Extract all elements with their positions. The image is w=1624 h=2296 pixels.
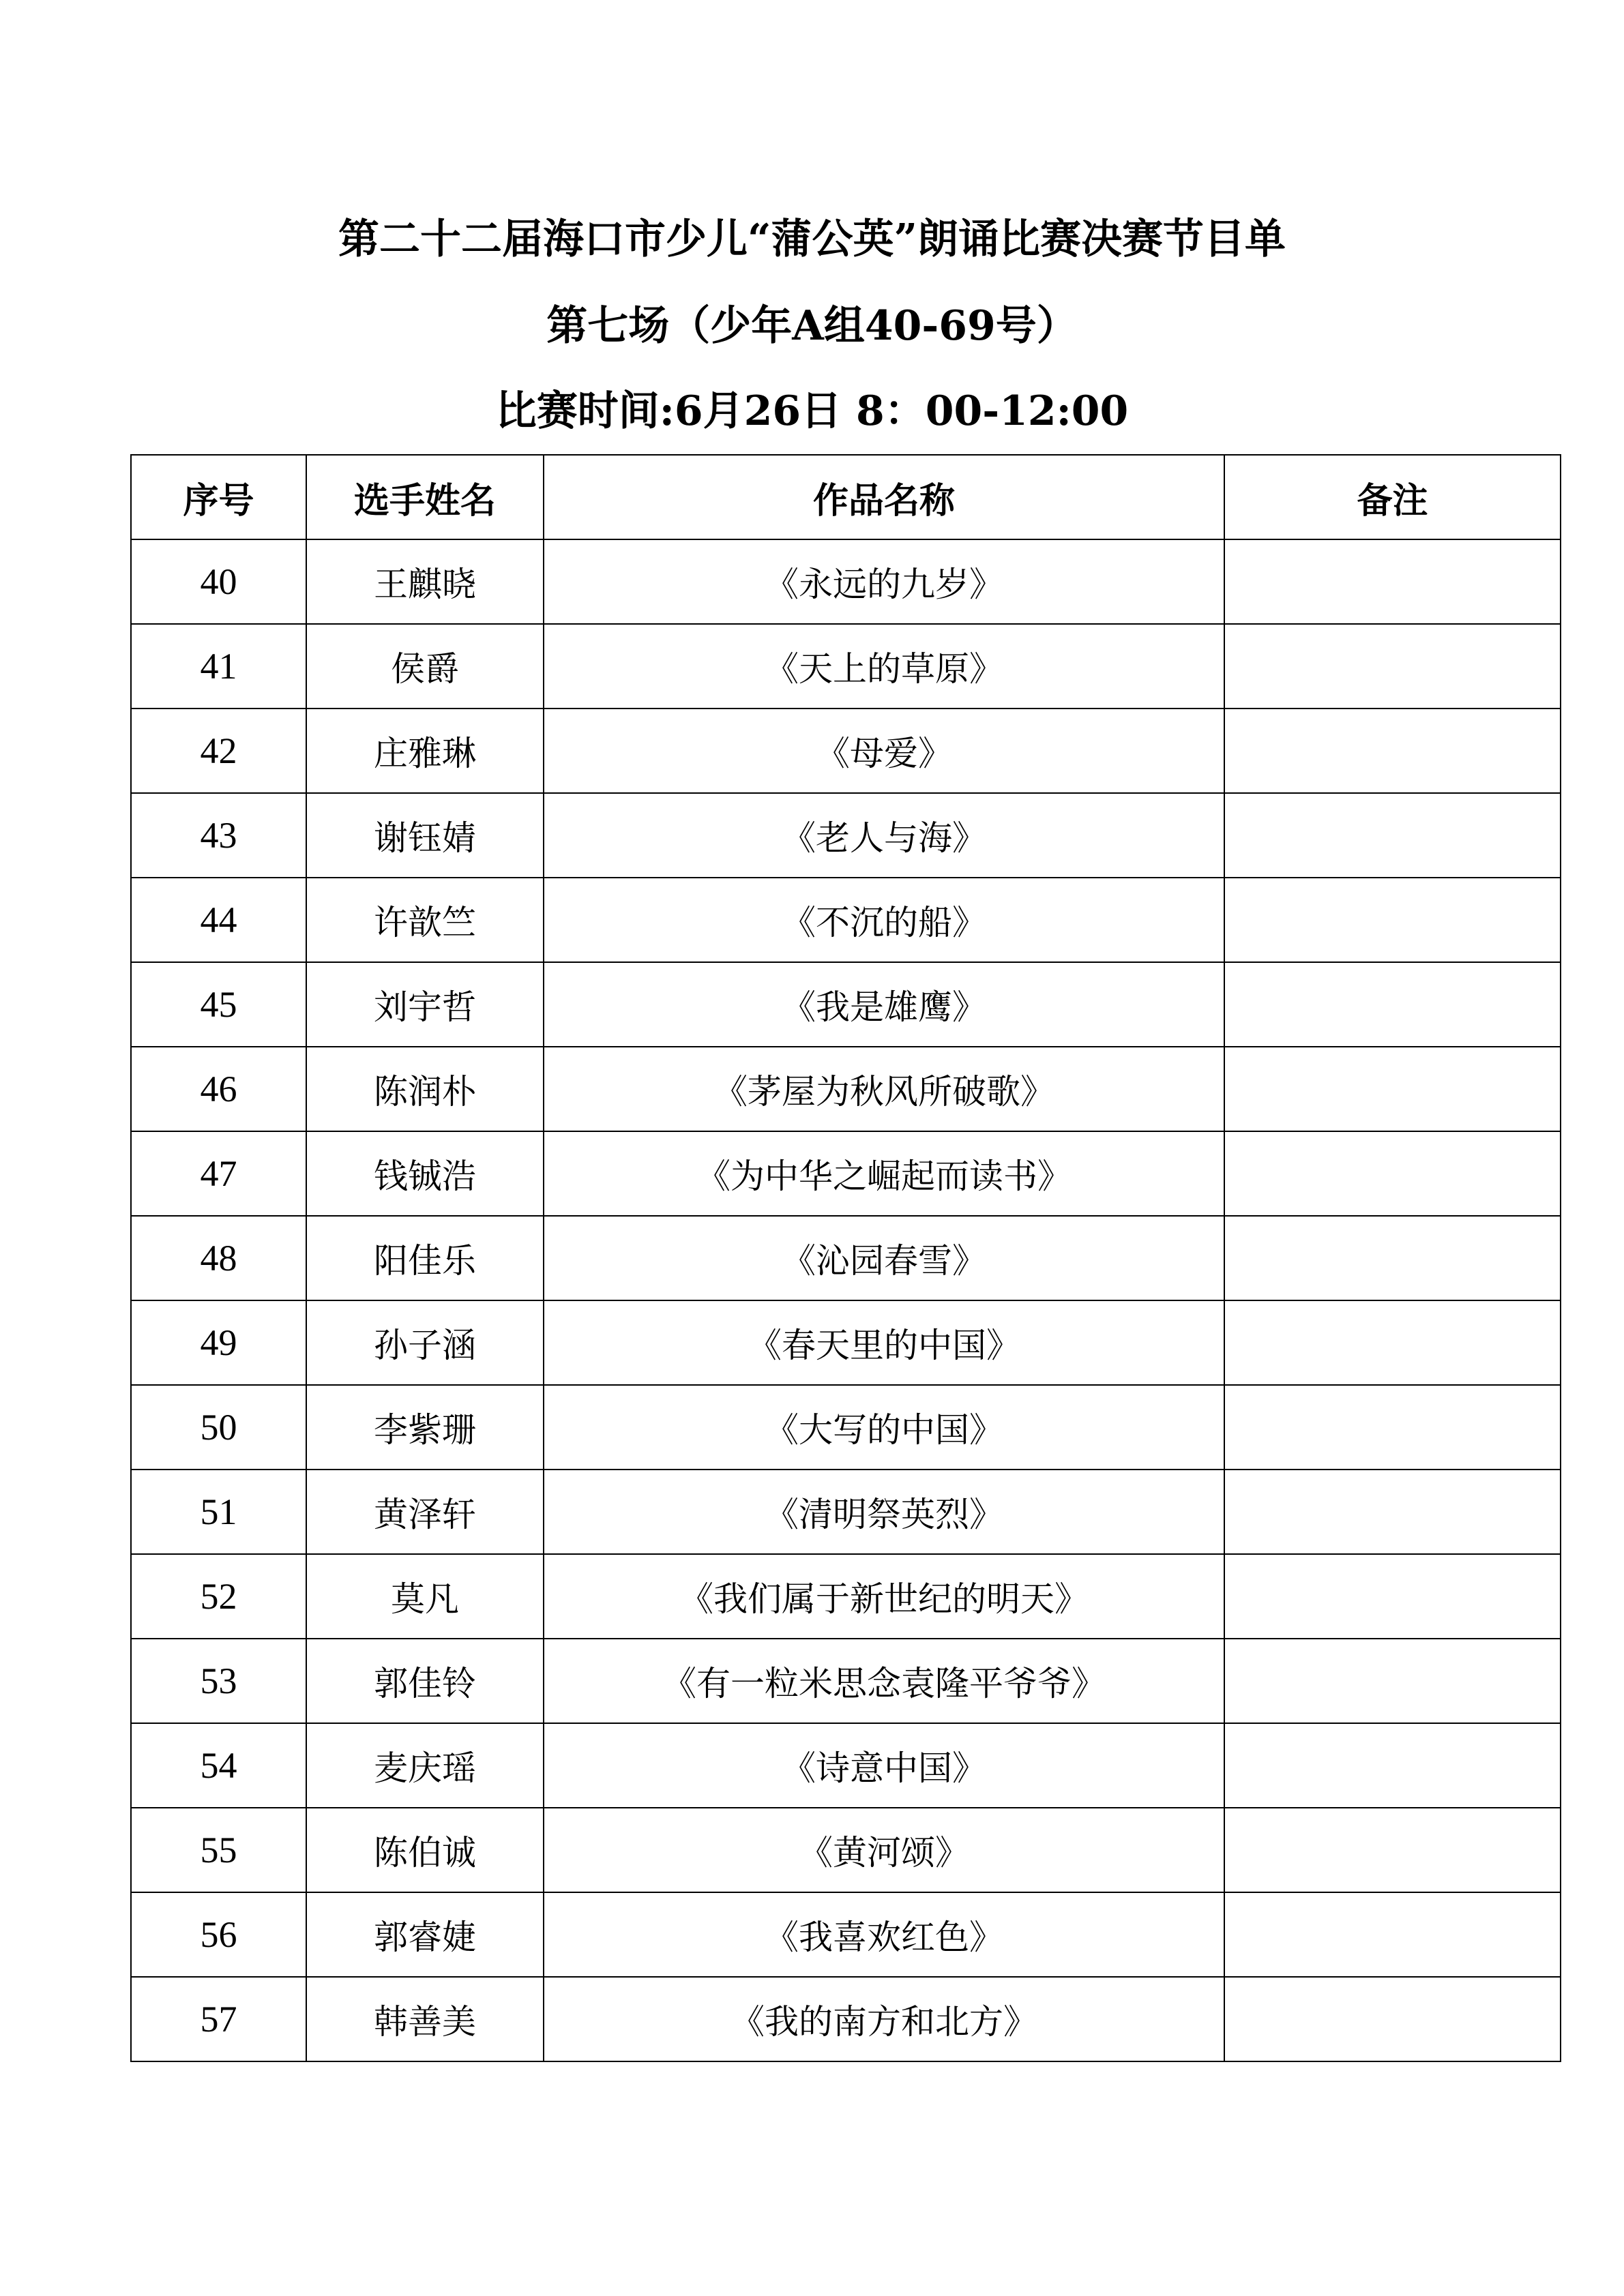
table-row [131, 1385, 1561, 1470]
cell-number: 51 [131, 1470, 306, 1554]
cell-number: 41 [131, 624, 306, 709]
cell-work: 《我们属于新世纪的明天》 [544, 1554, 1224, 1639]
table-header-row [131, 455, 1561, 539]
cell-work: 《我是雄鹰》 [544, 962, 1224, 1047]
cell-note [1224, 1216, 1561, 1300]
cell-number: 45 [131, 962, 306, 1047]
cell-number: 42 [131, 709, 306, 793]
cell-note [1224, 962, 1561, 1047]
table-row [131, 1639, 1561, 1723]
cell-number: 54 [131, 1723, 306, 1808]
cell-note [1224, 1131, 1561, 1216]
cell-number: 46 [131, 1047, 306, 1131]
cell-work: 《春天里的中国》 [544, 1300, 1224, 1385]
cell-number: 48 [131, 1216, 306, 1300]
cell-name: 陈润朴 [306, 1047, 544, 1131]
cell-work: 《清明祭英烈》 [544, 1470, 1224, 1554]
cell-note [1224, 1470, 1561, 1554]
program-table [130, 454, 1561, 2062]
table-row [131, 1723, 1561, 1808]
cell-name: 谢钰婧 [306, 793, 544, 878]
cell-name: 韩善美 [306, 1977, 544, 2061]
table-row [131, 1554, 1561, 1639]
cell-name: 刘宇哲 [306, 962, 544, 1047]
cell-name: 许歆竺 [306, 878, 544, 962]
cell-name: 阳佳乐 [306, 1216, 544, 1300]
cell-name: 钱铖浩 [306, 1131, 544, 1216]
table-row [131, 709, 1561, 793]
table-row [131, 1808, 1561, 1892]
cell-note [1224, 1977, 1561, 2061]
cell-work: 《为中华之崛起而读书》 [544, 1131, 1224, 1216]
cell-work: 《茅屋为秋风所破歌》 [544, 1047, 1224, 1131]
table-row [131, 1216, 1561, 1300]
cell-name: 郭睿婕 [306, 1892, 544, 1977]
cell-work: 《我的南方和北方》 [544, 1977, 1224, 2061]
cell-work: 《沁园春雪》 [544, 1216, 1224, 1300]
cell-name: 黄泽轩 [306, 1470, 544, 1554]
cell-number: 57 [131, 1977, 306, 2061]
table-row [131, 1131, 1561, 1216]
cell-note [1224, 539, 1561, 624]
cell-note [1224, 1554, 1561, 1639]
cell-work: 《不沉的船》 [544, 878, 1224, 962]
cell-note [1224, 1639, 1561, 1723]
document-subtitle: 第七场（少年A组40-69号） [546, 302, 1078, 350]
table-row [131, 1892, 1561, 1977]
cell-work: 《母爱》 [544, 709, 1224, 793]
table-row [131, 1977, 1561, 2061]
document-title: 第二十二届海口市少儿“蒲公英”朗诵比赛决赛节目单 [338, 215, 1286, 263]
header-number: 序号 [131, 455, 306, 539]
cell-number: 43 [131, 793, 306, 878]
cell-name: 王麒晓 [306, 539, 544, 624]
header-note: 备注 [1224, 455, 1561, 539]
header-name: 选手姓名 [306, 455, 544, 539]
cell-work: 《永远的九岁》 [544, 539, 1224, 624]
cell-name: 孙子涵 [306, 1300, 544, 1385]
cell-note [1224, 1300, 1561, 1385]
table-row [131, 1300, 1561, 1385]
cell-work: 《诗意中国》 [544, 1723, 1224, 1808]
cell-name: 莫凡 [306, 1554, 544, 1639]
cell-name: 陈伯诚 [306, 1808, 544, 1892]
table-row [131, 1047, 1561, 1131]
cell-name: 李紫珊 [306, 1385, 544, 1470]
cell-note [1224, 624, 1561, 709]
table-row [131, 539, 1561, 624]
cell-note [1224, 1723, 1561, 1808]
cell-work: 《有一粒米思念袁隆平爷爷》 [544, 1639, 1224, 1723]
cell-number: 47 [131, 1131, 306, 1216]
cell-note [1224, 1808, 1561, 1892]
cell-number: 52 [131, 1554, 306, 1639]
cell-number: 56 [131, 1892, 306, 1977]
cell-work: 《我喜欢红色》 [544, 1892, 1224, 1977]
cell-number: 55 [131, 1808, 306, 1892]
cell-work: 《老人与海》 [544, 793, 1224, 878]
table-row [131, 793, 1561, 878]
table-row [131, 624, 1561, 709]
cell-number: 40 [131, 539, 306, 624]
cell-note [1224, 1385, 1561, 1470]
cell-note [1224, 709, 1561, 793]
cell-number: 53 [131, 1639, 306, 1723]
cell-work: 《大写的中国》 [544, 1385, 1224, 1470]
cell-name: 麦庆瑶 [306, 1723, 544, 1808]
cell-number: 50 [131, 1385, 306, 1470]
table-row [131, 1470, 1561, 1554]
header-work: 作品名称 [544, 455, 1224, 539]
cell-name: 侯爵 [306, 624, 544, 709]
table-row [131, 878, 1561, 962]
cell-number: 49 [131, 1300, 306, 1385]
competition-time: 比赛时间:6月26日 8：00-12:00 [495, 387, 1129, 435]
cell-note [1224, 1892, 1561, 1977]
cell-note [1224, 1047, 1561, 1131]
cell-work: 《天上的草原》 [544, 624, 1224, 709]
cell-note [1224, 878, 1561, 962]
cell-note [1224, 793, 1561, 878]
cell-name: 郭佳铃 [306, 1639, 544, 1723]
cell-name: 庄雅琳 [306, 709, 544, 793]
cell-number: 44 [131, 878, 306, 962]
cell-work: 《黄河颂》 [544, 1808, 1224, 1892]
table-row [131, 962, 1561, 1047]
